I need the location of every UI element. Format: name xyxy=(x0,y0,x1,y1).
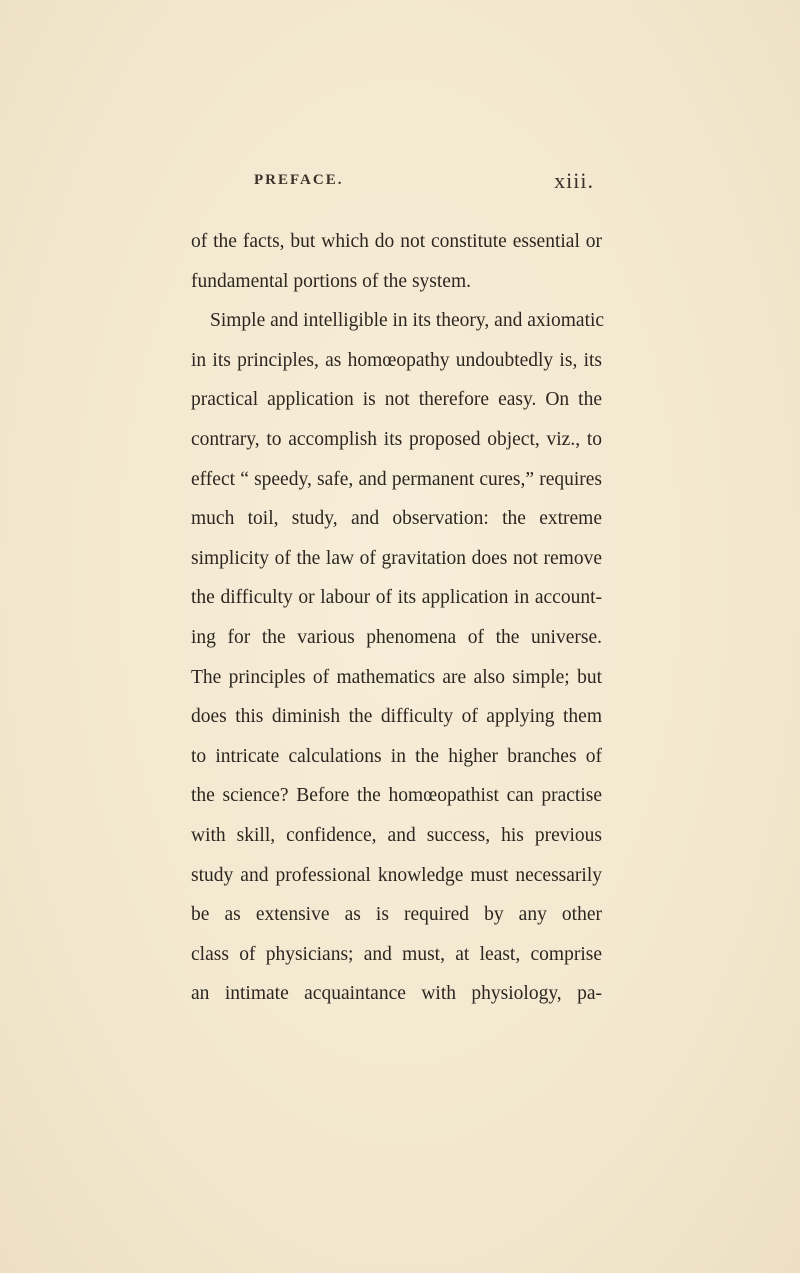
text-line: the difficulty or labour of its application in account- xyxy=(191,587,602,609)
text-line: much toil, study, and observation: the extreme xyxy=(191,508,602,530)
text-line: the science? Before the homœopathist can practise xyxy=(191,785,602,807)
body-text xyxy=(191,222,605,1014)
text-line: an intimate acquaintance with physiology, pa- xyxy=(191,983,602,1005)
running-title: PREFACE. xyxy=(254,172,344,188)
text-line: be as extensive as is required by any other xyxy=(191,904,602,926)
text-line: effect “ speedy, safe, and permanent cures,” requires xyxy=(191,468,602,490)
text-line: Simple and intelligible in its theory, and axiomatic xyxy=(210,310,605,332)
text-line: with skill, confidence, and success, his previous xyxy=(191,824,602,846)
text-line: in its principles, as homœopathy undoubtedly is, its xyxy=(191,349,602,371)
text-line: to intricate calculations in the higher branches of xyxy=(191,745,602,767)
text-line: study and professional knowledge must necessarily xyxy=(191,864,602,886)
text-line: contrary, to accomplish its proposed object, viz., to xyxy=(191,428,602,450)
text-line: The principles of mathematics are also simple; but xyxy=(191,666,602,688)
page-number: xiii. xyxy=(554,168,594,193)
text-line: practical application is not therefore easy. On the xyxy=(191,389,602,411)
text-line: ing for the various phenomena of the universe. xyxy=(191,626,602,648)
page-header xyxy=(254,168,594,196)
text-line: simplicity of the law of gravitation does not remove xyxy=(191,547,602,569)
text-line: fundamental portions of the system. xyxy=(191,270,471,292)
text-line: of the facts, but which do not constitute essential or xyxy=(191,231,602,252)
text-line: does this diminish the difficulty of applying them xyxy=(191,706,602,728)
text-line: class of physicians; and must, at least, comprise xyxy=(191,943,602,965)
